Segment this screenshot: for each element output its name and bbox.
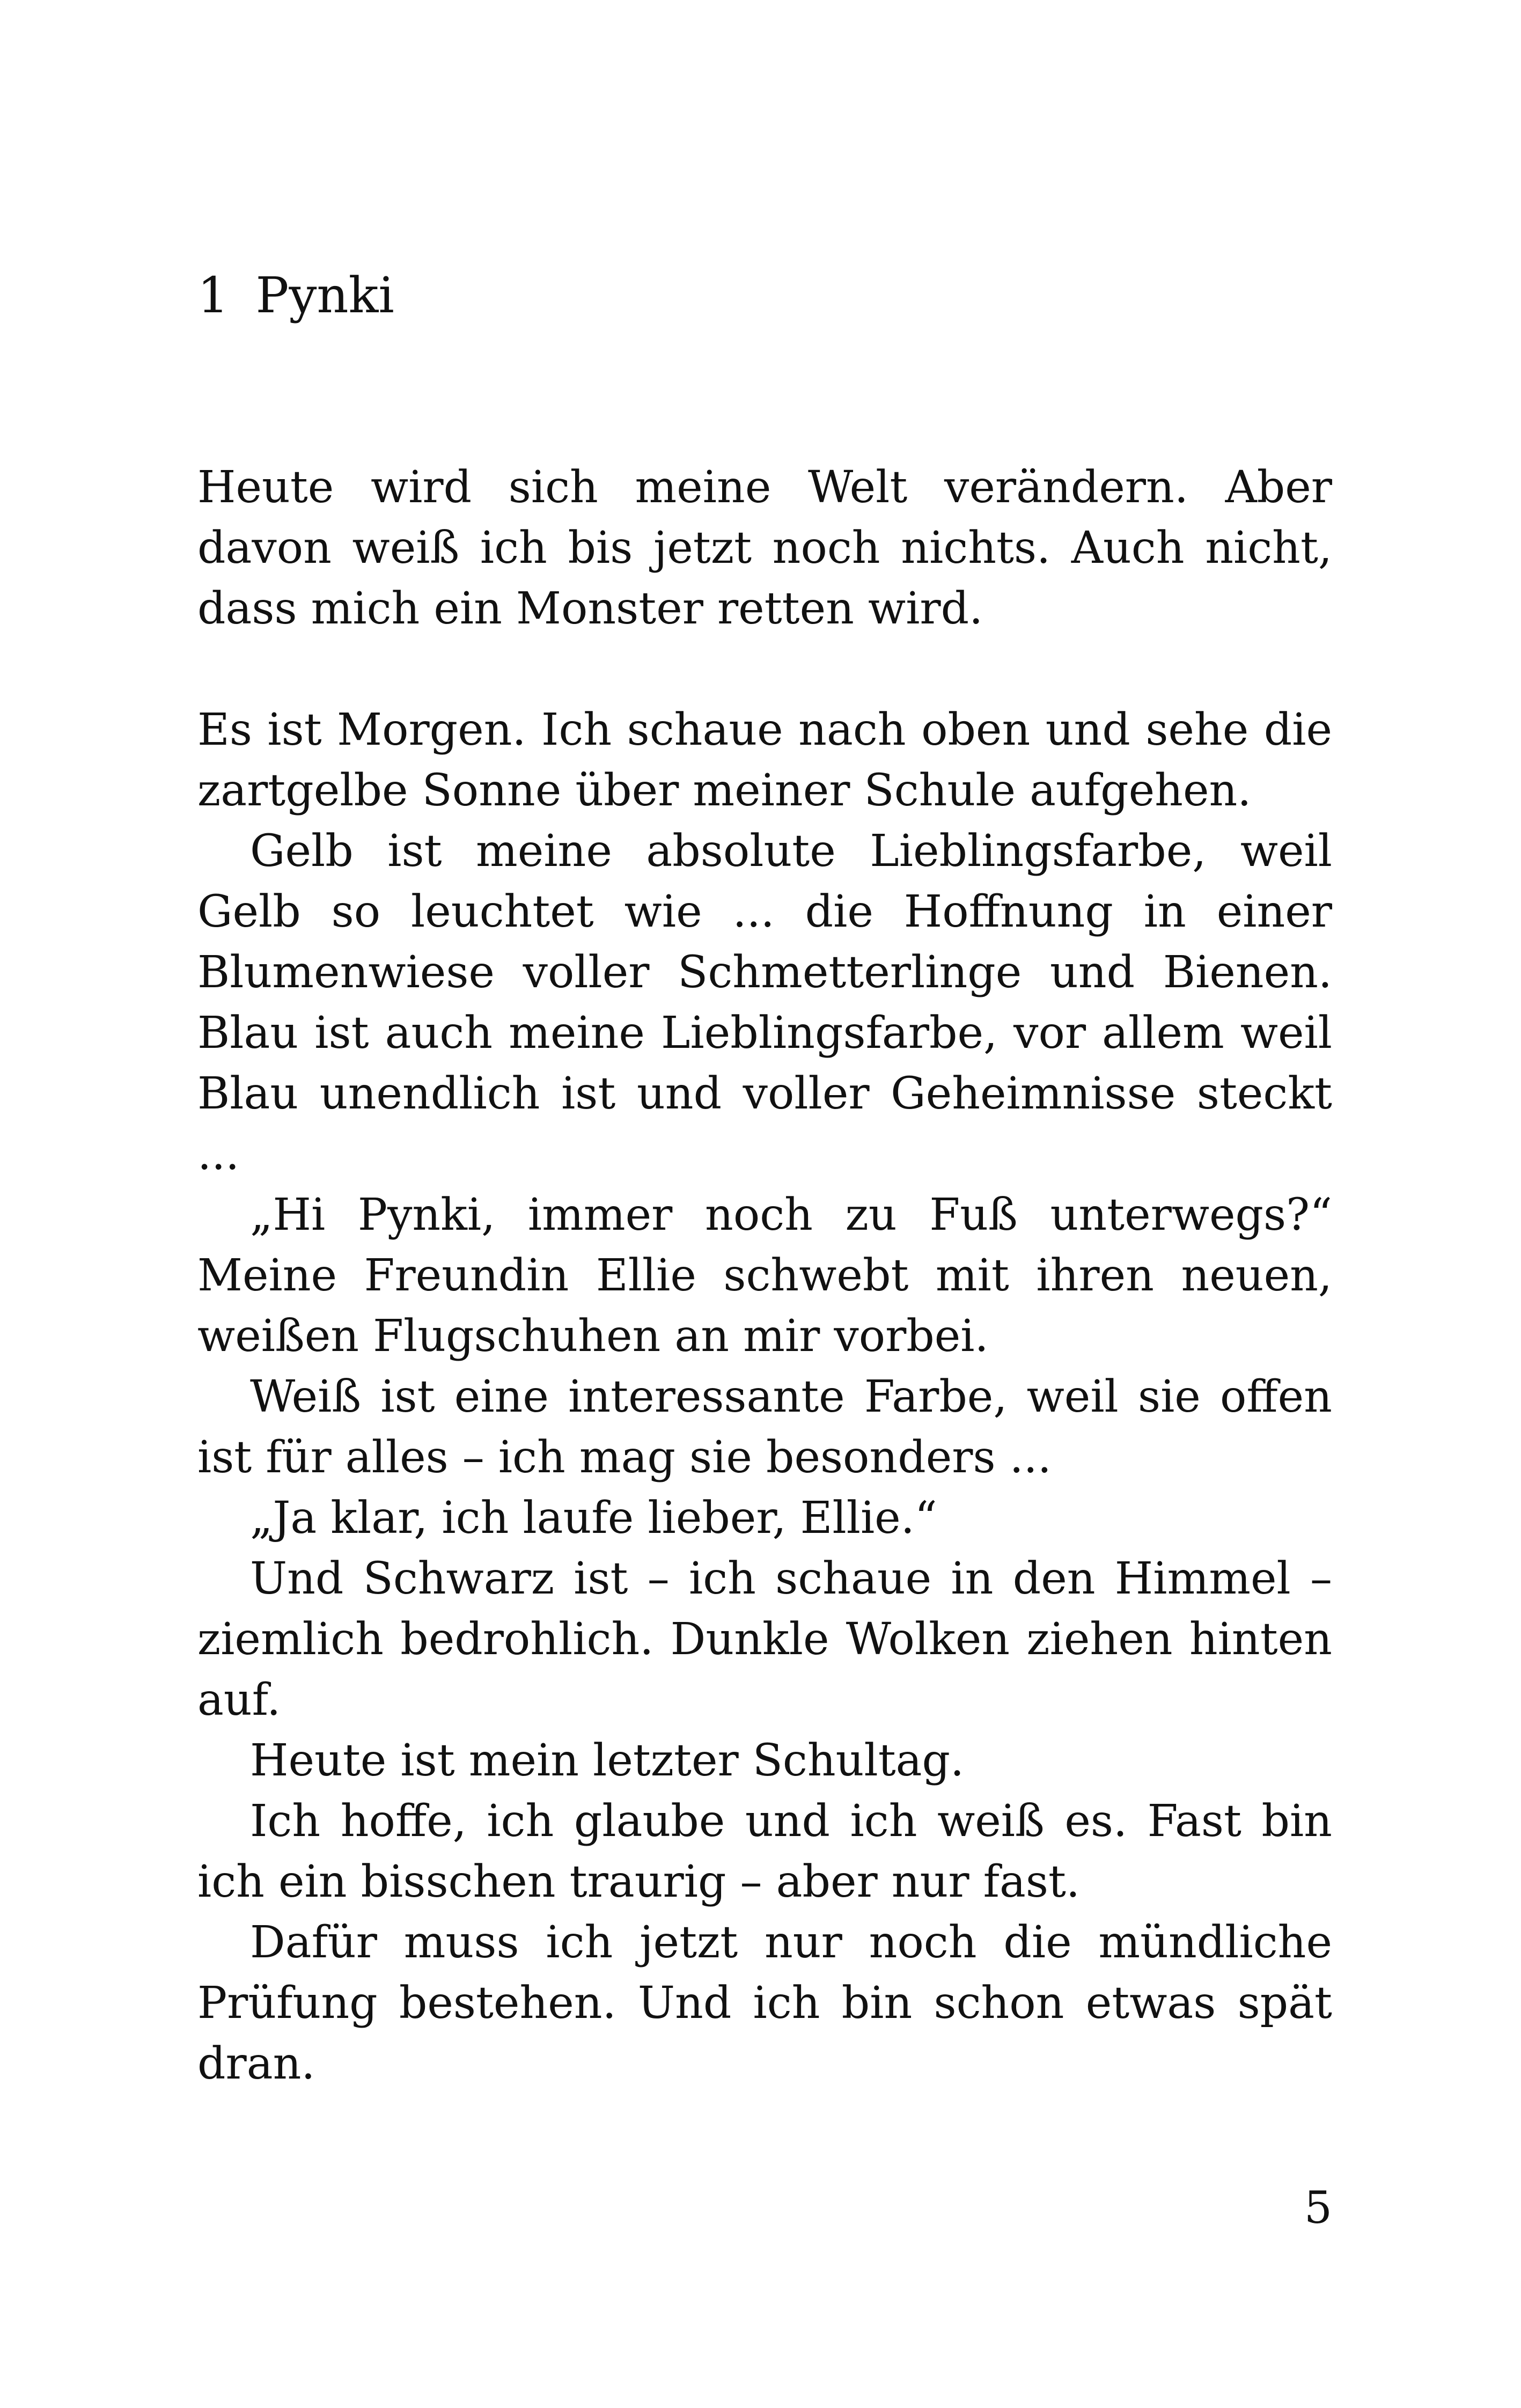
paragraph: Und Schwarz ist – ich schaue in den Himmel – ziemlich bedrohlich. Dunkle Wolken ziehen hinten auf.: [197, 1553, 1332, 1726]
paragraph: Dafür muss ich jetzt nur noch die mündliche Prüfung bestehen. Und ich bin schon etwas spät dran.: [197, 1917, 1332, 2089]
chapter-body-text: [197, 457, 1332, 2094]
chapter-number: 1: [197, 267, 229, 324]
chapter-title: Pynki: [255, 267, 394, 324]
paragraph: Ich hoffe, ich glaube und ich weiß es. Fast bin ich ein bisschen traurig – aber nur fast.: [197, 1796, 1332, 1907]
chapter-heading: [197, 267, 394, 324]
paragraph: Gelb ist meine absolute Lieblingsfarbe, weil Gelb so leuchtet wie ... die Hoffnung in einer Blumenwiese voller Schmetterlinge und Bienen. Blau ist auch meine Lieblingsfarbe, vor allem weil Blau unendlich ist und voller Geheimnisse steckt ...: [197, 826, 1332, 1180]
page-number: 5: [1304, 2183, 1332, 2234]
paragraph: Es ist Morgen. Ich schaue nach oben und sehe die zartgelbe Sonne über meiner Schule aufgehen.: [197, 704, 1332, 816]
paragraph: Heute wird sich meine Welt verändern. Aber davon weiß ich bis jetzt noch nichts. Auch nicht, dass mich ein Monster retten wird.: [197, 462, 1332, 634]
paragraph: Heute ist mein letzter Schultag.: [250, 1735, 965, 1786]
paragraph: Weiß ist eine interessante Farbe, weil sie offen ist für alles – ich mag sie besonders ...: [197, 1371, 1332, 1483]
paragraph: „Ja klar, ich laufe lieber, Ellie.“: [250, 1493, 937, 1544]
paragraph: „Hi Pynki, immer noch zu Fuß unterwegs?“ Meine Freundin Ellie schwebt mit ihren neuen, weißen Flugschuhen an mir vorbei.: [197, 1190, 1332, 1362]
